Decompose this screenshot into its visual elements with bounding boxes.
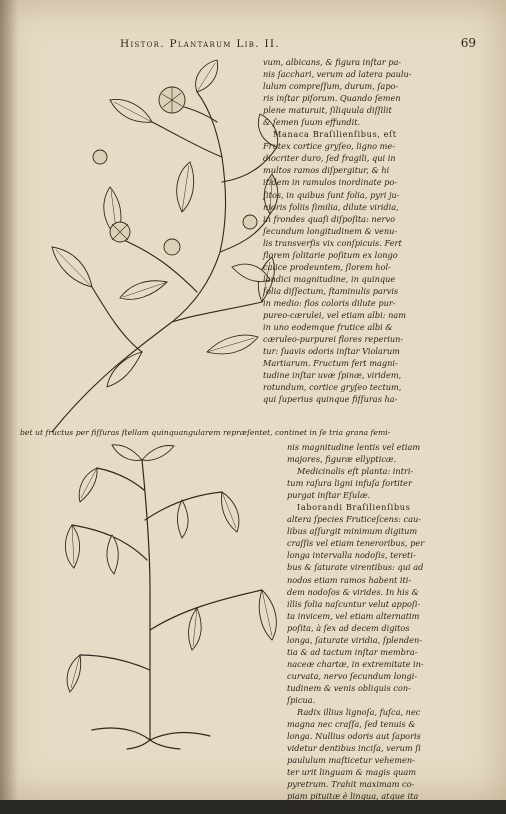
text-line: plene maturuit, ſiliquula diſſilit — [263, 105, 392, 116]
full-width-text-line: bet ut fructus per fiſſuras ſtellam quinquangularem repræſentet, continet in ſe tria grana femi- — [20, 428, 391, 437]
text-line: diocriter duro, ſed fragili, qui in — [263, 153, 396, 164]
page-number: 69 — [460, 36, 476, 50]
text-line: longa. Nullius odoris aut ſaporis — [287, 731, 421, 742]
text-line: curvata, nervo ſecundum longi- — [287, 670, 418, 681]
text-line: tum raſura ligni infuſa fortiter — [287, 478, 412, 489]
text-line: ris inſtar piſorum. Quando ſemen — [263, 93, 401, 104]
text-line: landici magnitudine, in quinque — [263, 273, 396, 284]
text-line: ter urit linguam & magis quam — [287, 767, 416, 778]
text-line: tia & ad tactum inſtar membra- — [287, 646, 418, 657]
text-line: magna nec craſſa, ſed tenuis & — [287, 719, 416, 730]
text-line: nis magnitudine lentis vel etiam — [287, 442, 421, 452]
text-line: in frondes quaſi diſpoſita: nervo — [263, 213, 396, 224]
text-line: ſitos, in quibus ſunt folia, pyri ju- — [263, 189, 400, 200]
text-line: longa, ſaturate viridia, ſplenden- — [287, 634, 423, 645]
running-title: Histor. Plantarum Lib. II. — [120, 38, 280, 50]
text-line: folia diſſectum, ſtaminulis parvis — [263, 285, 399, 296]
text-line: tudine inſtar uvæ ſpinæ, viridem, — [263, 370, 402, 381]
text-line: longa intervalla nodoſis, tereti- — [287, 550, 416, 561]
text-line: ſecundum longitudinem & venu- — [263, 225, 398, 236]
text-line: rotundum, cortice gryſeo tectum, — [263, 382, 402, 393]
text-line: piam pituitæ è lingua, atque ita — [287, 791, 419, 802]
text-line: calice prodeuntem, ſlorem hol- — [263, 261, 391, 272]
iaborandi-plant-illustration — [32, 440, 302, 750]
gutter-shadow — [0, 0, 18, 800]
text-line: pyretrum. Trahit maximam co- — [287, 779, 415, 790]
text-line: Manaca Braſilienſibus, eſt — [273, 129, 397, 140]
text-line: ta invicem, vel etiam alternatim — [287, 610, 420, 621]
text-line: Radix illius lignoſa, fuſca, nec — [297, 707, 421, 718]
text-line: craſſis vel etiam teneroribus, per — [287, 538, 425, 549]
text-line: Martiarum. Fructum fert magni- — [263, 358, 398, 369]
text-line: florem ſolitarie poſitum ex longo — [263, 249, 398, 260]
text-line: dem nodoſos & virides. In his & — [287, 586, 419, 597]
text-line: naceæ chartæ, in extremitate in- — [287, 658, 424, 669]
text-line: vum, albicans, & figura inſtar pa- — [263, 57, 402, 67]
text-line: cæruleo-purpurei flores reperiun- — [263, 334, 404, 345]
text-line: videtur dentibus inciſa, verum ſi — [287, 743, 421, 754]
text-line: tur: ſuavis odoris inſtar Violarum — [263, 346, 400, 357]
text-line: itidem in ramulos inordinate po- — [263, 177, 398, 188]
text-line: in uno eodemque frutice albi & — [263, 322, 393, 333]
text-line: in medio: flos coloris dilute pur- — [263, 297, 396, 308]
text-line: majores, figuræ ellypticæ. — [287, 454, 397, 465]
text-line: altera ſpecies Fruticeſcens: cau- — [287, 514, 422, 525]
text-line: I 3 libe- — [287, 803, 319, 814]
text-line: multos ramos diſpergitur, & hi — [263, 165, 390, 176]
text-line: nodos etiam ramos habent iti- — [287, 574, 412, 585]
text-column-top — [263, 56, 485, 405]
text-line: Iaborandi Braſilienſibus — [297, 502, 411, 513]
text-line: lis transverſis vix conſpicuis. Fert — [263, 237, 402, 248]
text-line: illis folia naſcuntur velut appoſi- — [287, 598, 421, 609]
text-line: Medicinalis eſt planta: intri- — [297, 466, 414, 477]
text-line: purgat inſtar Eſulæ. — [287, 490, 371, 501]
text-line: bus & ſaturate virentibus: qui ad — [287, 562, 424, 573]
text-line: & ſemen ſuum effundit. — [263, 117, 361, 128]
text-line: nis ſacchari, verum ad latera paulu- — [263, 69, 412, 80]
text-column-bottom — [287, 441, 487, 814]
text-line: lulum compreſſum, durum, ſapo- — [263, 81, 399, 92]
text-line: poſita, à ſex ad decem digitos — [287, 622, 410, 633]
text-line: ſpicua. — [287, 694, 316, 705]
text-line: pureo-cærulei, vel etiam albi: nam — [263, 309, 407, 320]
manaca-plant-illustration — [22, 52, 282, 434]
text-line: nioris foliis ſimilia, dilute viridia, — [263, 201, 399, 212]
text-line: qui ſuperius quinque fiſſuras ha- — [263, 394, 398, 405]
text-line: tudinem & venis obliquis con- — [287, 682, 411, 693]
text-line: libus aſſurgit minimum digitum — [287, 526, 418, 537]
text-line: Frutex cortice gryſeo, ligno me- — [263, 141, 396, 152]
text-line: paululum maſticetur vehemen- — [287, 755, 415, 766]
